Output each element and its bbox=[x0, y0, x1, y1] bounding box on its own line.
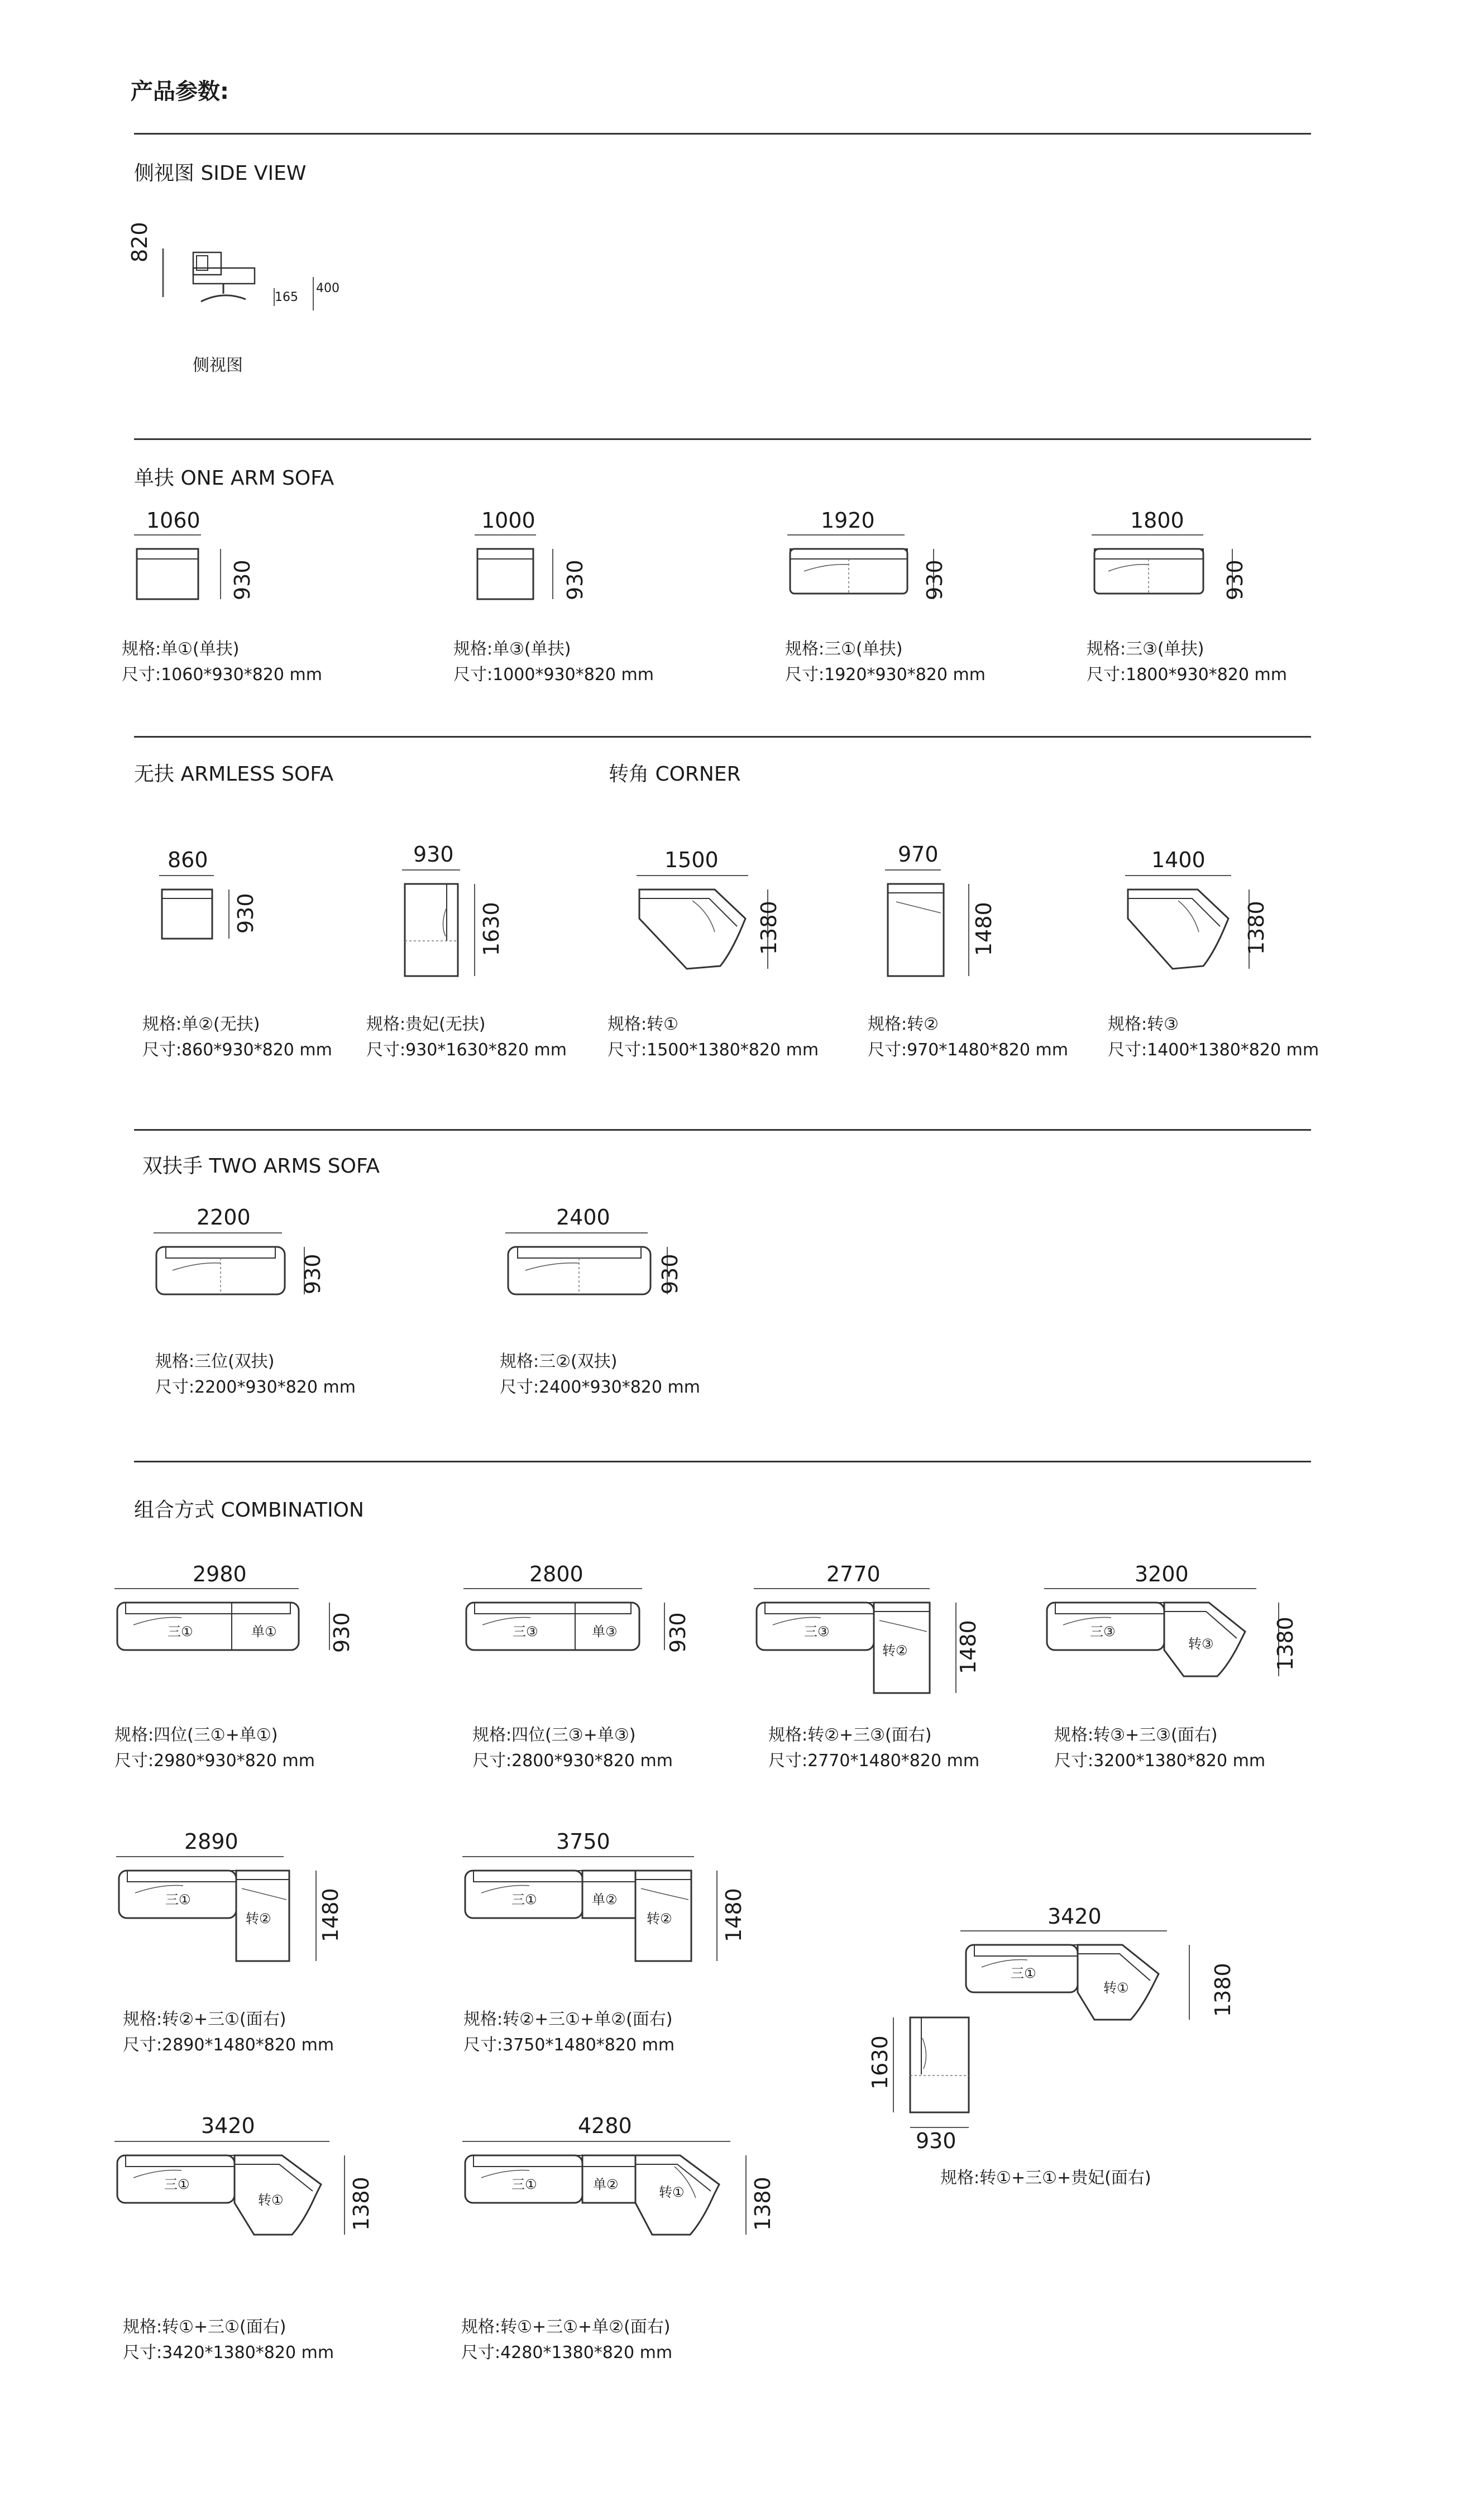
side-view-height: 820 bbox=[127, 222, 152, 262]
combo-1-size: 尺寸:2980*930*820 mm bbox=[114, 1751, 315, 1771]
combo-2-drawing bbox=[463, 1587, 698, 1660]
divider bbox=[134, 1129, 1311, 1131]
combo-3-drawing bbox=[754, 1587, 988, 1699]
combo-2-label-b: 单③ bbox=[592, 1624, 618, 1639]
corner-1-size: 尺寸:1500*1380*820 mm bbox=[608, 1040, 819, 1060]
combo-7-label-b: 转① bbox=[258, 2192, 284, 2208]
dim-tick bbox=[313, 277, 314, 310]
corner-2-depth: 1480 bbox=[972, 902, 996, 956]
corner-3-spec: 规格:转③ bbox=[1108, 1015, 1179, 1034]
one-arm-4-width: 1800 bbox=[1130, 508, 1184, 533]
combo-6-spec: 规格:转②+三①+单②(面右) bbox=[463, 2010, 673, 2029]
armless-2-spec: 规格:贵妃(无扶) bbox=[366, 1015, 486, 1034]
combo-5-drawing bbox=[116, 1855, 351, 1967]
combo-6-label-a: 三① bbox=[511, 1892, 537, 1907]
combo-2-label-a: 三③ bbox=[513, 1624, 538, 1639]
combo-6-width: 3750 bbox=[556, 1829, 610, 1854]
combo-4-spec: 规格:转③+三③(面右) bbox=[1054, 1725, 1218, 1745]
two-arms-2-spec: 规格:三②(双扶) bbox=[500, 1352, 618, 1371]
side-view-drawing bbox=[162, 246, 262, 313]
combo-2-spec: 规格:四位(三③+单③) bbox=[472, 1725, 636, 1745]
combo-9-chaise-width: 930 bbox=[916, 2129, 956, 2153]
one-arm-1-depth: 930 bbox=[230, 560, 255, 600]
combo-8-size: 尺寸:4280*1380*820 mm bbox=[461, 2343, 673, 2363]
combo-3-label-b: 转② bbox=[882, 1643, 908, 1658]
two-arms-2-depth: 930 bbox=[658, 1254, 682, 1294]
armless-1-spec: 规格:单②(无扶) bbox=[142, 1015, 260, 1034]
armless-2-size: 尺寸:930*1630*820 mm bbox=[366, 1040, 567, 1060]
two-arms-2-size: 尺寸:2400*930*820 mm bbox=[500, 1378, 700, 1397]
two-arms-1-width: 2200 bbox=[197, 1205, 251, 1230]
one-arm-2-spec: 规格:单③(单扶) bbox=[453, 639, 571, 659]
corner-2-size: 尺寸:970*1480*820 mm bbox=[868, 1040, 1068, 1060]
corner-1-width: 1500 bbox=[664, 848, 719, 872]
side-view-heading: 侧视图 SIDE VIEW bbox=[134, 162, 307, 185]
dim-tick bbox=[274, 288, 275, 306]
armless-1-size: 尺寸:860*930*820 mm bbox=[142, 1040, 332, 1060]
one-arm-2-width: 1000 bbox=[481, 508, 535, 533]
combo-8-drawing bbox=[462, 2140, 775, 2251]
two-arms-2-width: 2400 bbox=[556, 1205, 610, 1230]
combo-9-chaise-depth: 1630 bbox=[868, 2035, 892, 2089]
combo-8-label-b: 单② bbox=[593, 2177, 619, 2192]
combo-1-label-b: 单① bbox=[251, 1624, 277, 1639]
combo-5-label-b: 转② bbox=[246, 1911, 271, 1926]
one-arm-3-size: 尺寸:1920*930*820 mm bbox=[785, 665, 986, 685]
combo-1-spec: 规格:四位(三①+单①) bbox=[114, 1725, 278, 1745]
two-arms-1-spec: 规格:三位(双扶) bbox=[155, 1352, 275, 1371]
combo-5-width: 2890 bbox=[184, 1829, 238, 1854]
combo-7-drawing bbox=[114, 2140, 382, 2251]
combo-5-depth: 1480 bbox=[318, 1888, 343, 1942]
combo-5-label-a: 三① bbox=[165, 1892, 191, 1907]
armless-2-depth: 1630 bbox=[479, 902, 504, 956]
combo-8-label-c: 转① bbox=[659, 2184, 685, 2200]
two-arms-heading: 双扶手 TWO ARMS SOFA bbox=[142, 1155, 380, 1178]
combo-4-size: 尺寸:3200*1380*820 mm bbox=[1054, 1751, 1266, 1771]
one-arm-3-width: 1920 bbox=[821, 508, 875, 533]
combo-4-label-a: 三③ bbox=[1090, 1624, 1116, 1639]
divider bbox=[134, 1461, 1311, 1462]
one-arm-1-width: 1060 bbox=[146, 508, 200, 533]
combo-7-depth: 1380 bbox=[349, 2177, 374, 2231]
one-arm-4-spec: 规格:三③(单扶) bbox=[1087, 639, 1204, 659]
combo-1-depth: 930 bbox=[329, 1612, 354, 1653]
corner-1-depth: 1380 bbox=[757, 901, 781, 955]
combo-8-width: 4280 bbox=[578, 2113, 632, 2138]
combo-7-width: 3420 bbox=[201, 2113, 255, 2138]
one-arm-heading: 单扶 ONE ARM SOFA bbox=[134, 467, 334, 490]
combo-4-width: 3200 bbox=[1135, 1562, 1189, 1586]
combo-6-label-b: 单② bbox=[592, 1892, 618, 1907]
combo-3-label-a: 三③ bbox=[804, 1624, 830, 1639]
combo-9-label-b: 转① bbox=[1103, 1980, 1129, 1996]
one-arm-4-size: 尺寸:1800*930*820 mm bbox=[1087, 665, 1287, 685]
one-arm-1-size: 尺寸:1060*930*820 mm bbox=[122, 665, 322, 685]
armless-1-width: 860 bbox=[168, 848, 208, 872]
combo-3-depth: 1480 bbox=[956, 1620, 980, 1674]
corner-3-size: 尺寸:1400*1380*820 mm bbox=[1108, 1040, 1319, 1060]
combo-7-size: 尺寸:3420*1380*820 mm bbox=[123, 2343, 334, 2363]
combo-1-width: 2980 bbox=[193, 1562, 247, 1586]
combo-8-spec: 规格:转①+三①+单②(面右) bbox=[461, 2317, 671, 2337]
combo-6-size: 尺寸:3750*1480*820 mm bbox=[463, 2035, 675, 2055]
combo-4-drawing bbox=[1044, 1587, 1301, 1699]
combo-3-size: 尺寸:2770*1480*820 mm bbox=[768, 1751, 980, 1771]
corner-1-spec: 规格:转① bbox=[608, 1015, 679, 1034]
one-arm-4-depth: 930 bbox=[1223, 560, 1247, 600]
corner-heading: 转角 CORNER bbox=[609, 763, 741, 786]
two-arms-1-size: 尺寸:2200*930*820 mm bbox=[155, 1378, 356, 1397]
combo-2-width: 2800 bbox=[529, 1562, 583, 1586]
combo-9-drawing bbox=[905, 1929, 1262, 2153]
corner-2-spec: 规格:转② bbox=[868, 1015, 939, 1034]
combo-9-spec: 规格:转①+三①+贵妃(面右) bbox=[940, 2168, 1151, 2188]
combo-6-label-c: 转② bbox=[647, 1911, 672, 1926]
one-arm-2-size: 尺寸:1000*930*820 mm bbox=[453, 665, 654, 685]
combo-4-depth: 1380 bbox=[1273, 1617, 1298, 1671]
corner-3-depth: 1380 bbox=[1244, 901, 1269, 955]
corner-2-width: 970 bbox=[898, 842, 939, 867]
one-arm-2-depth: 930 bbox=[563, 560, 587, 600]
combo-5-spec: 规格:转②+三①(面右) bbox=[123, 2010, 286, 2029]
combination-heading: 组合方式 COMBINATION bbox=[134, 1499, 364, 1522]
armless-1-depth: 930 bbox=[233, 893, 258, 934]
combo-5-size: 尺寸:2890*1480*820 mm bbox=[123, 2035, 334, 2055]
divider bbox=[134, 736, 1311, 738]
combo-8-depth: 1380 bbox=[750, 2177, 775, 2231]
combo-4-label-b: 转③ bbox=[1188, 1636, 1214, 1652]
combo-2-depth: 930 bbox=[666, 1612, 690, 1653]
divider bbox=[134, 438, 1311, 440]
combo-9-label-a: 三① bbox=[1011, 1966, 1036, 1981]
combo-7-label-a: 三① bbox=[164, 2177, 190, 2192]
one-arm-1-spec: 规格:单①(单扶) bbox=[122, 639, 240, 659]
two-arms-1-depth: 930 bbox=[300, 1254, 325, 1294]
page-title: 产品参数: bbox=[131, 79, 229, 104]
combo-8-label-a: 三① bbox=[511, 2177, 537, 2192]
seat-height-dim: 400 bbox=[316, 281, 339, 295]
armless-heading: 无扶 ARMLESS SOFA bbox=[134, 763, 334, 786]
combo-6-depth: 1480 bbox=[721, 1888, 746, 1942]
combo-1-label-a: 三① bbox=[168, 1624, 193, 1639]
corner-3-width: 1400 bbox=[1151, 848, 1206, 872]
one-arm-3-depth: 930 bbox=[922, 560, 947, 600]
side-view-caption: 侧视图 bbox=[193, 356, 243, 375]
combo-9-width: 3420 bbox=[1047, 1904, 1102, 1929]
divider bbox=[134, 133, 1311, 135]
one-arm-3-spec: 规格:三①(单扶) bbox=[785, 639, 903, 659]
seat-small-dim: 165 bbox=[275, 290, 298, 304]
armless-2-width: 930 bbox=[413, 842, 454, 867]
combo-3-width: 2770 bbox=[826, 1562, 881, 1586]
combo-9-depth: 1380 bbox=[1211, 1963, 1235, 2017]
combo-2-size: 尺寸:2800*930*820 mm bbox=[472, 1751, 673, 1771]
combo-6-drawing bbox=[462, 1855, 753, 1967]
combo-1-drawing bbox=[114, 1587, 360, 1660]
combo-3-spec: 规格:转②+三③(面右) bbox=[768, 1725, 932, 1745]
combo-7-spec: 规格:转①+三①(面右) bbox=[123, 2317, 286, 2337]
